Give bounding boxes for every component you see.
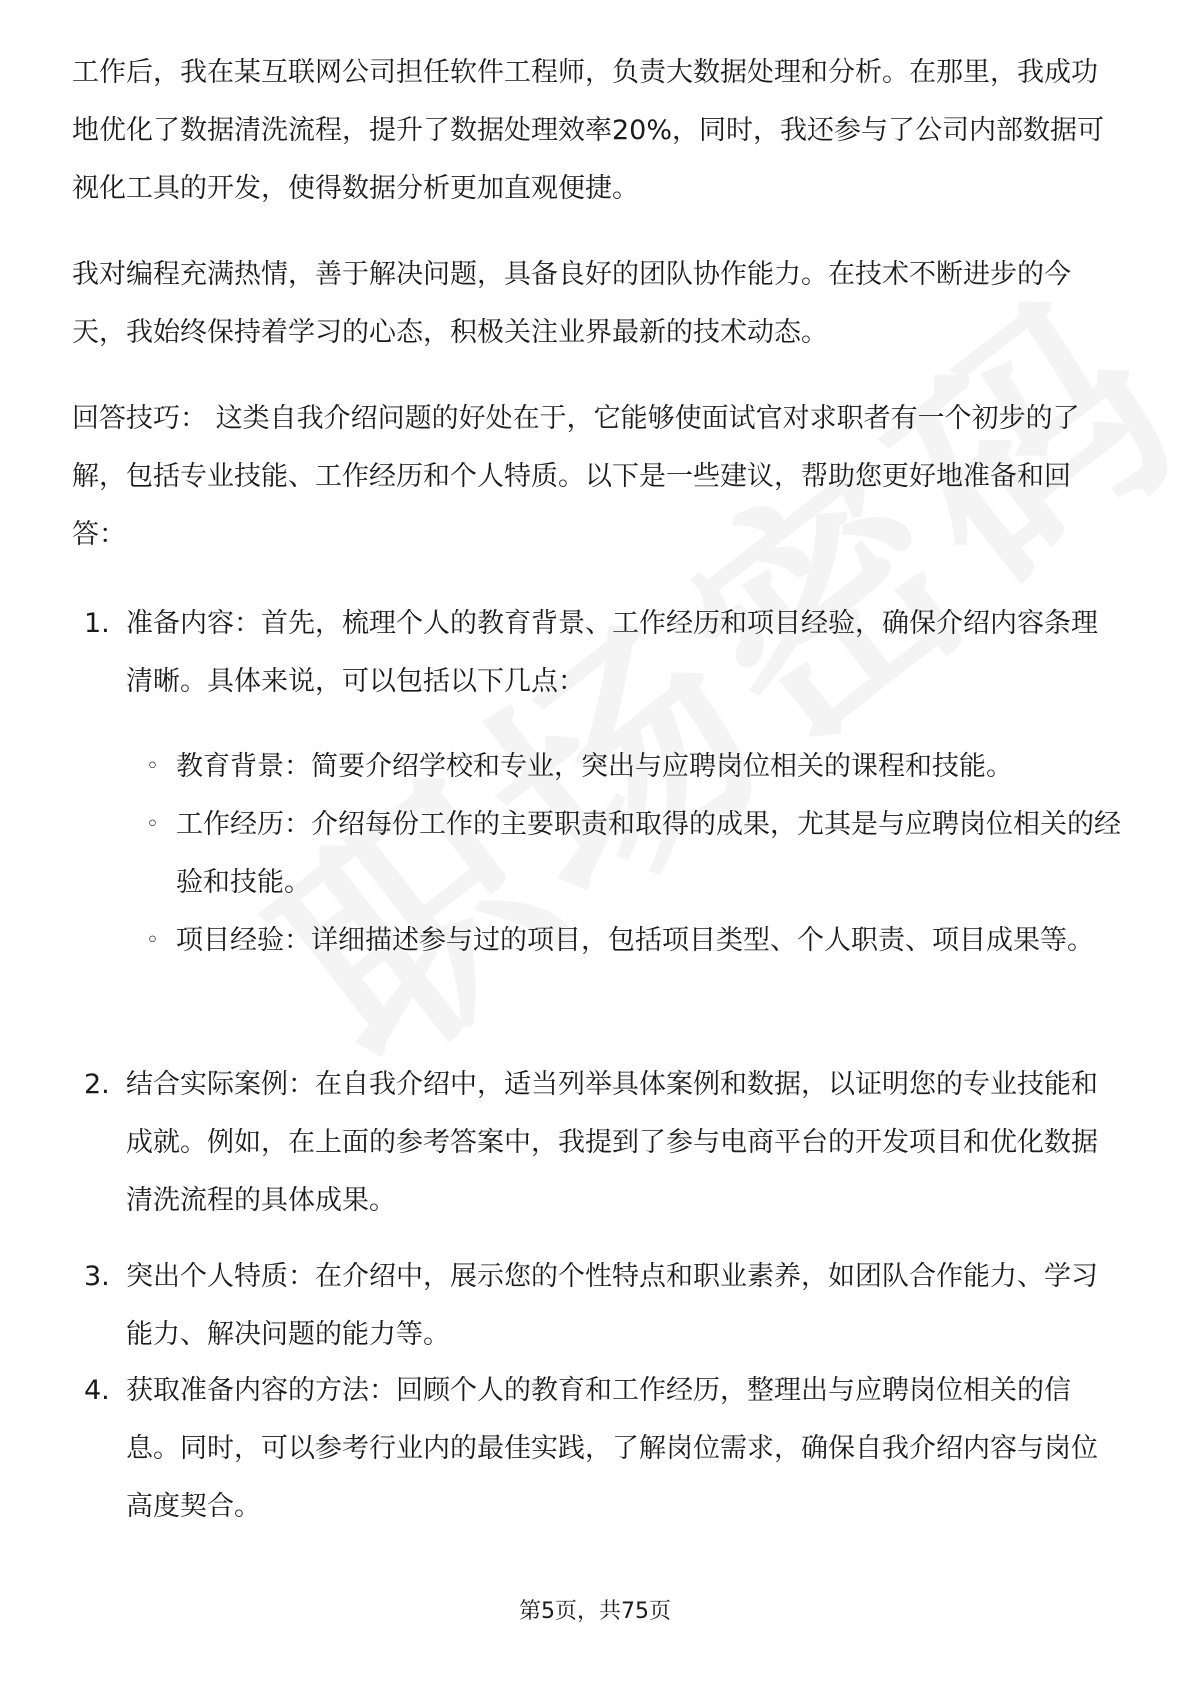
sub-list-item: [146, 912, 1126, 970]
paragraph-passion: 我对编程充满热情，善于解决问题，具备良好的团队协作能力。在技术不断进步的今天，我始终保持着学习的心态，积极关注业界最新的技术动态。: [72, 259, 1071, 348]
sub-list-item-text: 项目经验：详细描述参与过的项目，包括项目类型、个人职责、项目成果等。: [176, 925, 1094, 956]
paragraph-answer-tips: 回答技巧： 这类自我介绍问题的好处在于，它能够使面试官对求职者有一个初步的了解，包括专业技能、工作经历和个人特质。以下是一些建议，帮助您更好地准备和回答：: [72, 403, 1080, 550]
list-item-number: 3.: [84, 1261, 110, 1292]
list-item: [84, 1056, 1124, 1230]
bullet-icon: ◦: [146, 928, 159, 953]
sub-list-item: [146, 738, 1126, 796]
list-item: [84, 595, 1124, 711]
list-item: [84, 1248, 1124, 1364]
list-item-text: 结合实际案例：在自我介绍中，适当列举具体案例和数据，以证明您的专业技能和成就。例如，在上面的参考答案中，我提到了参与电商平台的开发项目和优化数据清洗流程的具体成果。: [126, 1069, 1098, 1216]
sub-list-item-text: 工作经历：介绍每份工作的主要职责和取得的成果，尤其是与应聘岗位相关的经验和技能。: [176, 809, 1121, 898]
list-item: [84, 1362, 1124, 1536]
paragraph-work-experience: 工作后，我在某互联网公司担任软件工程师，负责大数据处理和分析。在那里，我成功地优化了数据清洗流程，提升了数据处理效率20%，同时，我还参与了公司内部数据可视化工具的开发，使得数据分析更加直观便捷。: [72, 57, 1105, 204]
list-item-text: 突出个人特质：在介绍中，展示您的个性特点和职业素养，如团队合作能力、学习能力、解决问题的能力等。: [126, 1261, 1098, 1350]
sub-list-item: [146, 796, 1126, 912]
list-item-number: 4.: [84, 1375, 110, 1406]
bullet-icon: ◦: [146, 812, 159, 837]
list-item-text: 获取准备内容的方法：回顾个人的教育和工作经历，整理出与应聘岗位相关的信息。同时，可以参考行业内的最佳实践，了解岗位需求，确保自我介绍内容与岗位高度契合。: [126, 1375, 1098, 1522]
bullet-icon: ◦: [146, 754, 159, 779]
list-item-number: 2.: [84, 1069, 110, 1100]
sub-list-item-text: 教育背景：简要介绍学校和专业，突出与应聘岗位相关的课程和技能。: [176, 751, 1013, 782]
list-item-number: 1.: [84, 608, 110, 639]
page-footer: 第5页，共75页: [519, 1599, 671, 1624]
list-item-text: 准备内容：首先，梳理个人的教育背景、工作经历和项目经验，确保介绍内容条理清晰。具体来说，可以包括以下几点：: [126, 608, 1098, 697]
